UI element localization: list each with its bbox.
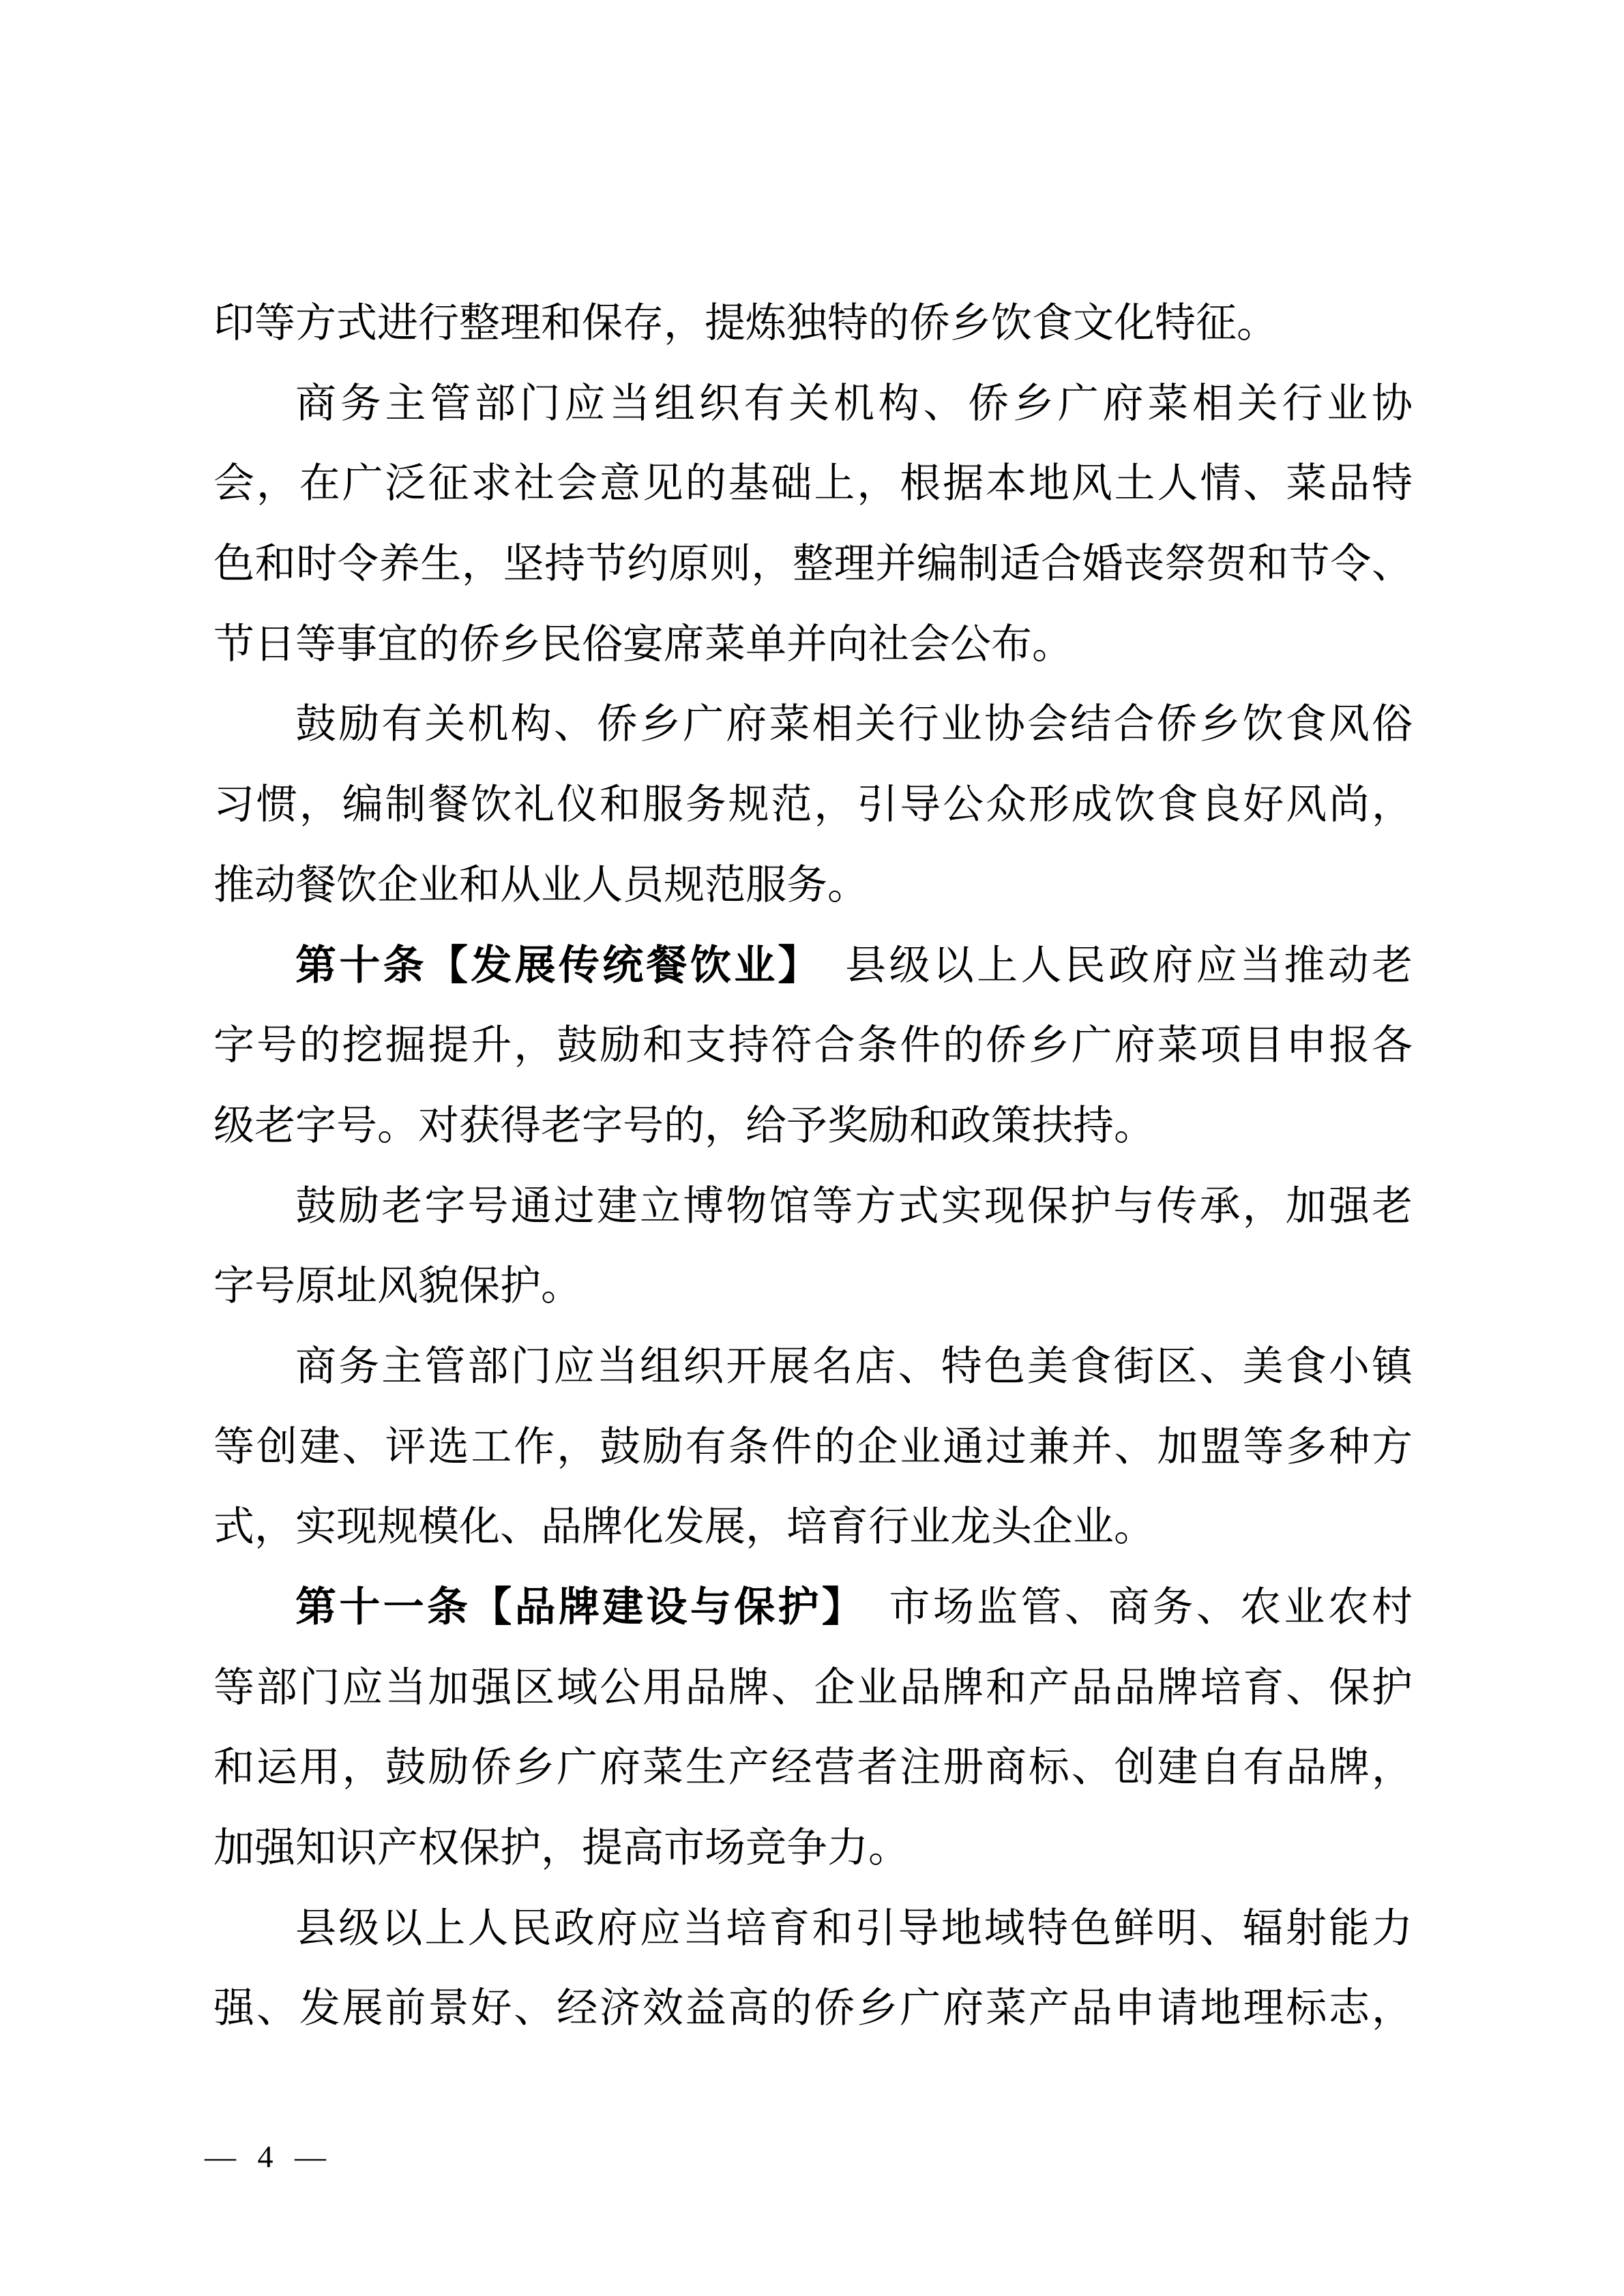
text-line bbox=[213, 1006, 1413, 1086]
text-line bbox=[213, 1247, 1413, 1327]
body-text-block bbox=[213, 284, 1413, 2049]
line-text: 推动餐饮企业和从业人员规范服务。 bbox=[213, 862, 868, 908]
text-line bbox=[213, 1889, 1413, 1969]
text-line bbox=[213, 1648, 1413, 1729]
line-text: 商务主管部门应当组织有关机构、侨乡广府菜相关行业协 bbox=[295, 381, 1413, 426]
text-line bbox=[213, 444, 1413, 524]
line-text: 鼓励老字号通过建立博物馆等方式实现保护与传承，加强老 bbox=[295, 1183, 1413, 1229]
text-line bbox=[213, 1969, 1413, 2049]
text-line bbox=[213, 605, 1413, 685]
article-heading-line bbox=[213, 926, 1413, 1007]
article-heading-line bbox=[213, 1568, 1413, 1648]
line-text: 等创建、评选工作，鼓励有条件的企业通过兼并、加盟等多种方 bbox=[213, 1424, 1413, 1470]
text-line bbox=[213, 1728, 1413, 1808]
text-line bbox=[213, 765, 1413, 846]
line-text: 商务主管部门应当组织开展名店、特色美食街区、美食小镇 bbox=[295, 1343, 1413, 1389]
text-line bbox=[213, 524, 1413, 605]
line-text: 印等方式进行整理和保存，提炼独特的侨乡饮食文化特征。 bbox=[213, 301, 1278, 346]
article-10-heading: 第十条【发展传统餐饮业】 bbox=[295, 942, 801, 988]
line-text: 和运用，鼓励侨乡广府菜生产经营者注册商标、创建自有品牌， bbox=[213, 1745, 1413, 1791]
line-text: 式，实现规模化、品牌化发展，培育行业龙头企业。 bbox=[213, 1504, 1155, 1550]
line-text: 县级以上人民政府应当推动老 bbox=[801, 942, 1413, 988]
line-text: 色和时令养生，坚持节约原则，整理并编制适合婚丧祭贺和节令、 bbox=[213, 541, 1413, 587]
text-line bbox=[213, 1086, 1413, 1167]
line-text: 字号原址风貌保护。 bbox=[213, 1264, 582, 1309]
line-text: 鼓励有关机构、侨乡广府菜相关行业协会结合侨乡饮食风俗 bbox=[295, 702, 1413, 747]
line-text: 级老字号。对获得老字号的，给予奖励和政策扶持。 bbox=[213, 1103, 1155, 1148]
line-text: 县级以上人民政府应当培育和引导地域特色鲜明、辐射能力 bbox=[295, 1905, 1413, 1951]
text-line bbox=[213, 1487, 1413, 1568]
text-line bbox=[213, 685, 1413, 765]
text-line bbox=[213, 1407, 1413, 1488]
line-text: 会，在广泛征求社会意见的基础上，根据本地风土人情、菜品特 bbox=[213, 461, 1413, 507]
text-line bbox=[213, 1808, 1413, 1889]
line-text: 加强知识产权保护，提高市场竞争力。 bbox=[213, 1825, 909, 1871]
text-line bbox=[213, 284, 1413, 364]
line-text: 等部门应当加强区域公用品牌、企业品牌和产品品牌培育、保护 bbox=[213, 1665, 1413, 1710]
page-number: — 4 — bbox=[205, 2139, 333, 2174]
article-11-heading: 第十一条【品牌建设与保护】 bbox=[295, 1585, 846, 1630]
text-line bbox=[213, 846, 1413, 926]
line-text: 字号的挖掘提升，鼓励和支持符合条件的侨乡广府菜项目申报各 bbox=[213, 1023, 1413, 1069]
line-text: 习惯，编制餐饮礼仪和服务规范，引导公众形成饮食良好风尚， bbox=[213, 782, 1413, 828]
text-line bbox=[213, 364, 1413, 445]
line-text: 市场监管、商务、农业农村 bbox=[845, 1585, 1413, 1630]
line-text: 强、发展前景好、经济效益高的侨乡广府菜产品申请地理标志， bbox=[213, 1986, 1413, 2031]
text-line bbox=[213, 1327, 1413, 1407]
line-text: 节日等事宜的侨乡民俗宴席菜单并向社会公布。 bbox=[213, 621, 1073, 667]
text-line bbox=[213, 1167, 1413, 1247]
